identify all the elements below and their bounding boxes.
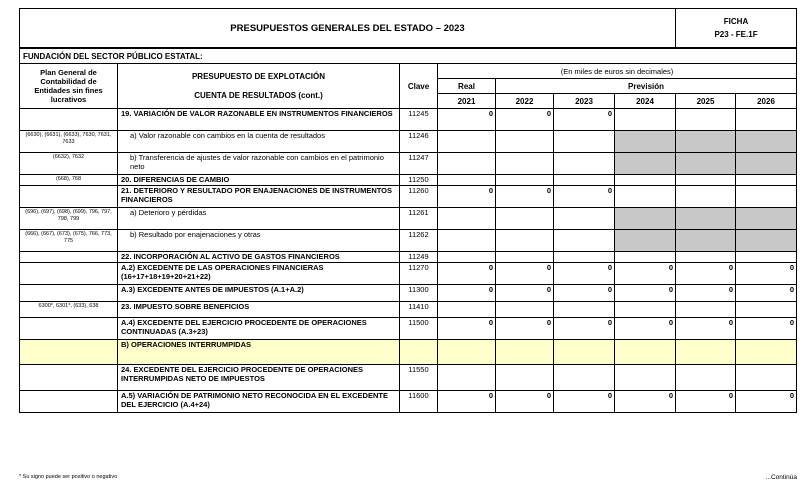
concept-label: 23. IMPUESTO SOBRE BENEFICIOS	[118, 302, 400, 318]
value-cell	[438, 340, 496, 365]
value-cell	[736, 175, 797, 186]
value-cell	[736, 252, 797, 263]
concept-label: 19. VARIACIÓN DE VALOR RAZONABLE EN INSTRUMENTOS FINANCIEROS	[118, 109, 400, 131]
year-header: 2023	[554, 94, 615, 109]
value-cell	[676, 186, 736, 208]
value-cell: 0	[496, 186, 554, 208]
clave-code: 11550	[400, 365, 438, 391]
value-cell	[496, 208, 554, 230]
value-cell	[736, 109, 797, 131]
value-cell	[438, 131, 496, 153]
value-cell	[615, 365, 676, 391]
account-codes: (696), (697), (698), (699), 796, 797, 798, 799	[20, 208, 118, 230]
presupuesto-header: PRESUPUESTO DE EXPLOTACIÓN	[191, 72, 326, 81]
value-cell	[496, 153, 554, 175]
value-cell	[736, 365, 797, 391]
value-cell: 0	[615, 391, 676, 413]
value-cell	[676, 175, 736, 186]
value-cell	[438, 230, 496, 252]
value-cell	[615, 340, 676, 365]
year-header: 2022	[496, 94, 554, 109]
concept-label: 22. INCORPORACIÓN AL ACTIVO DE GASTOS FINANCIEROS	[118, 252, 400, 263]
year-header: 2026	[736, 94, 797, 109]
concept-header	[118, 64, 400, 109]
value-cell: 0	[438, 263, 496, 285]
value-cell: 0	[554, 263, 615, 285]
table-row	[20, 318, 797, 340]
value-cell	[736, 153, 797, 175]
value-cell: 0	[496, 109, 554, 131]
value-cell: 0	[736, 263, 797, 285]
table-row	[20, 131, 797, 153]
table-row	[20, 365, 797, 391]
value-cell	[438, 302, 496, 318]
value-cell	[554, 175, 615, 186]
value-cell	[615, 186, 676, 208]
value-cell: 0	[496, 318, 554, 340]
value-cell: 0	[554, 318, 615, 340]
concept-label: A.3) EXCEDENTE ANTES DE IMPUESTOS (A.1+A.2)	[118, 285, 400, 302]
account-codes	[20, 263, 118, 285]
account-codes	[20, 285, 118, 302]
value-cell	[676, 230, 736, 252]
account-codes: (668), 768	[20, 175, 118, 186]
value-cell	[676, 365, 736, 391]
clave-code: 11246	[400, 131, 438, 153]
account-codes: 6300*, 6301*, (633), 638	[20, 302, 118, 318]
value-cell	[736, 208, 797, 230]
year-header: 2021	[438, 94, 496, 109]
table-row	[20, 186, 797, 208]
concept-label: 21. DETERIORO Y RESULTADO POR ENAJENACIONES DE INSTRUMENTOS FINANCIEROS	[118, 186, 400, 208]
value-cell: 0	[615, 263, 676, 285]
account-codes	[20, 391, 118, 413]
clave-code: 11600	[400, 391, 438, 413]
value-cell	[676, 302, 736, 318]
value-cell	[554, 340, 615, 365]
value-cell	[736, 186, 797, 208]
value-cell	[554, 153, 615, 175]
value-cell	[676, 109, 736, 131]
table-row	[20, 302, 797, 318]
concept-label: A.4) EXCEDENTE DEL EJERCICIO PROCEDENTE DE OPERACIONES CONTINUADAS (A.3+23)	[118, 318, 400, 340]
value-cell: 0	[438, 186, 496, 208]
table-row	[20, 252, 797, 263]
value-cell: 0	[438, 391, 496, 413]
value-cell: 0	[615, 285, 676, 302]
clave-code: 11245	[400, 109, 438, 131]
account-codes	[20, 109, 118, 131]
budget-sheet	[19, 8, 796, 413]
value-cell	[496, 131, 554, 153]
clave-code	[400, 340, 438, 365]
continua-label: ...Continúa	[765, 474, 797, 481]
value-cell	[554, 208, 615, 230]
clave-header: Clave	[400, 64, 438, 109]
value-cell	[615, 109, 676, 131]
value-cell: 0	[676, 263, 736, 285]
concept-label: a) Deterioro y pérdidas	[118, 208, 400, 230]
value-cell	[496, 365, 554, 391]
clave-code: 11261	[400, 208, 438, 230]
concept-label: A.2) EXCEDENTE DE LAS OPERACIONES FINANCIERAS (16+17+18+19+20+21+22)	[118, 263, 400, 285]
clave-code: 11247	[400, 153, 438, 175]
value-cell	[676, 131, 736, 153]
value-cell: 0	[554, 186, 615, 208]
value-cell	[554, 302, 615, 318]
clave-code: 11260	[400, 186, 438, 208]
value-cell: 0	[496, 263, 554, 285]
table-row	[20, 285, 797, 302]
value-cell	[676, 252, 736, 263]
value-cell	[438, 208, 496, 230]
table-row	[20, 340, 797, 365]
value-cell: 0	[554, 285, 615, 302]
value-cell	[438, 175, 496, 186]
value-cell: 0	[554, 391, 615, 413]
value-cell	[496, 340, 554, 365]
clave-code: 11262	[400, 230, 438, 252]
table-row	[20, 208, 797, 230]
value-cell: 0	[676, 285, 736, 302]
concept-label: A.5) VARIACIÓN DE PATRIMONIO NETO RECONOCIDA EN EL EXCEDENTE DEL EJERCICIO (A.4+24)	[118, 391, 400, 413]
ficha-label: FICHA	[723, 17, 749, 26]
value-cell	[736, 131, 797, 153]
value-cell	[615, 230, 676, 252]
value-cell: 0	[438, 318, 496, 340]
ficha-code: P23 - FE.1F	[714, 30, 758, 39]
value-cell	[438, 252, 496, 263]
value-cell: 0	[496, 391, 554, 413]
table-row	[20, 263, 797, 285]
value-cell: 0	[736, 318, 797, 340]
year-header: 2025	[676, 94, 736, 109]
clave-code: 11270	[400, 263, 438, 285]
value-cell	[615, 252, 676, 263]
value-cell: 0	[438, 109, 496, 131]
cuenta-header: CUENTA DE RESULTADOS (cont.)	[194, 91, 323, 100]
value-cell	[615, 208, 676, 230]
value-cell	[554, 230, 615, 252]
value-cell: 0	[554, 109, 615, 131]
plan-header: Plan General de Contabilidad de Entidades sin fines lucrativos	[20, 64, 118, 109]
table-row	[20, 109, 797, 131]
value-cell	[615, 175, 676, 186]
clave-code: 11250	[400, 175, 438, 186]
value-cell	[736, 340, 797, 365]
account-codes	[20, 365, 118, 391]
value-cell	[615, 153, 676, 175]
table-row	[20, 175, 797, 186]
document-title: PRESUPUESTOS GENERALES DEL ESTADO – 2023	[20, 9, 676, 49]
value-cell	[676, 340, 736, 365]
value-cell: 0	[736, 391, 797, 413]
value-cell	[438, 153, 496, 175]
table-row	[20, 153, 797, 175]
value-cell	[496, 175, 554, 186]
footnote: * Su signo puede ser positivo o negativo	[19, 474, 118, 480]
account-codes	[20, 252, 118, 263]
account-codes: (6630), (6631), (6633), 7630, 7631, 7633	[20, 131, 118, 153]
value-cell: 0	[676, 391, 736, 413]
clave-code: 11300	[400, 285, 438, 302]
prevision-header: Previsión	[496, 79, 797, 94]
value-cell	[554, 131, 615, 153]
value-cell	[496, 252, 554, 263]
account-codes: (666), (667), (673), (675), 766, 773, 775	[20, 230, 118, 252]
value-cell: 0	[736, 285, 797, 302]
real-header: Real	[438, 79, 496, 94]
concept-label: B) OPERACIONES INTERRUMPIDAS	[118, 340, 400, 365]
concept-label: a) Valor razonable con cambios en la cuenta de resultados	[118, 131, 400, 153]
account-codes: (6632), 7632	[20, 153, 118, 175]
year-header: 2024	[615, 94, 676, 109]
entity-label: FUNDACIÓN DEL SECTOR PÚBLICO ESTATAL:	[20, 48, 797, 64]
value-cell: 0	[496, 285, 554, 302]
value-cell: 0	[676, 318, 736, 340]
value-cell: 0	[438, 285, 496, 302]
table-row	[20, 230, 797, 252]
account-codes	[20, 340, 118, 365]
account-codes	[20, 318, 118, 340]
concept-label: 24. EXCEDENTE DEL EJERCICIO PROCEDENTE DE OPERACIONES INTERRUMPIDAS NETO DE IMPUESTOS	[118, 365, 400, 391]
concept-label: b) Transferencia de ajustes de valor razonable con cambios en el patrimonio neto	[118, 153, 400, 175]
table-row	[20, 391, 797, 413]
value-cell	[615, 131, 676, 153]
concept-label: b) Resultado por enajenaciones y otras	[118, 230, 400, 252]
clave-code: 11410	[400, 302, 438, 318]
clave-code: 11500	[400, 318, 438, 340]
ficha-box	[676, 9, 797, 49]
concept-label: 20. DIFERENCIAS DE CAMBIO	[118, 175, 400, 186]
value-cell	[496, 230, 554, 252]
value-cell	[736, 230, 797, 252]
value-cell: 0	[615, 318, 676, 340]
budget-table	[19, 8, 797, 413]
value-cell	[496, 302, 554, 318]
value-cell	[615, 302, 676, 318]
value-cell	[438, 365, 496, 391]
clave-code: 11249	[400, 252, 438, 263]
value-cell	[554, 365, 615, 391]
value-cell	[554, 252, 615, 263]
value-cell	[676, 153, 736, 175]
units-label: (En miles de euros sin decimales)	[438, 64, 797, 79]
account-codes	[20, 186, 118, 208]
value-cell	[676, 208, 736, 230]
value-cell	[736, 302, 797, 318]
